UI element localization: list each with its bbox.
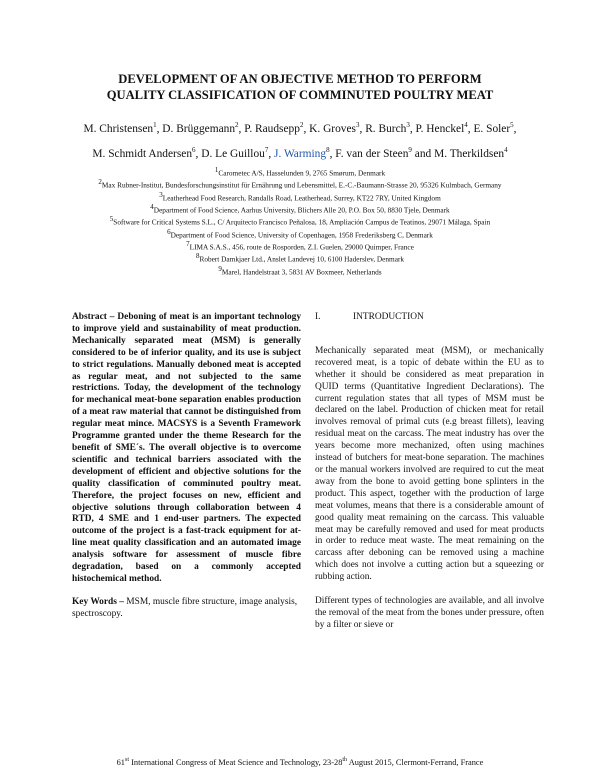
author: E. Soler <box>473 122 511 135</box>
abstract-text: Deboning of meat is an important technology to improve yield and sustainability of meat production. Mechanically separated meat (MSM) is generally considered to be of inferior quality, and its use is subject to strict regulations. Manually deboned meat is accepted as regular meat, and not subjected to the same restrictions. Today, the development of the technology for mechanical meat-bone separation enables production of a meat raw material that cannot be distinguished from regular meat mince. MACSYS is a Seventh Framework Programme granted under the theme Research for the benefit of SME´s. The overall objective is to overcome scientific and technical barriers associated with the development of efficient and objective solutions for the quality classification of comminuted poultry meat. Therefore, the project focuses on new, efficient and objective solutions through collaboration between 4 RTD, 4 SME and 1 end-user partners. The expected outcome of the project is a fast-track equipment for at-line meat quality classification and an automated image analysis software for assessment of muscle fibre degradation, based on a commonly accepted histochemical method. <box>72 312 302 584</box>
footer-ordinal-sup: st <box>124 757 129 763</box>
author: J. Warming <box>274 147 327 160</box>
author: P. Raudsepp <box>244 122 300 135</box>
footer-text-2: August 2015, Clermont-Ferrand, France <box>347 757 484 767</box>
page-footer <box>0 757 600 767</box>
author-line-1: M. Christensen$^1$, D. Brüggemann$^2$, P. Raudsepp$^2$, K. Groves$^3$, R. Burch$^3$, P. Henckel$^4$, E. Soler$^5$, <box>83 121 517 135</box>
author: R. Burch <box>365 122 407 135</box>
section-heading <box>315 312 544 324</box>
author: K. Groves <box>309 122 356 135</box>
author-aff: 2 <box>235 121 239 129</box>
author-aff: 4 <box>464 121 468 129</box>
affiliation: $^2$Max Rubner-Institut, Bundesforschungsinstitut für Ernährung und Lebensmittel, E.-C.-Baumann-Strasse 20, 95326 Kulmbach, Germany <box>98 178 502 190</box>
footer-ordinal: 61 <box>116 757 125 767</box>
author-aff: 3 <box>406 121 410 129</box>
author-aff: 9 <box>408 145 412 154</box>
author-aff: 6 <box>192 145 196 154</box>
paper-title <box>60 71 540 103</box>
abstract <box>72 312 301 586</box>
author-aff: 7 <box>264 145 269 154</box>
section-number: I. <box>315 312 321 322</box>
affiliation: $^1$Carometec A/S, Hasselunden 9, 2765 Smørum, Denmark <box>214 166 386 178</box>
title-line-2: QUALITY CLASSIFICATION OF COMMINUTED POULTRY MEAT <box>106 88 494 102</box>
author: D. Le Guillou <box>201 147 265 160</box>
paragraph: Mechanically separated meat (MSM), or mechanically recovered meat, is a topic of debate within the EU as to whether it should be considered as meat preparation in QUID terms (Quantitative Ingredient Declarations). The current regulation states that all types of MSM must be declared on the label. Production of chicken meat for retail involves removal of primal cuts (e.g breast fillets), leaving residual meat on the carcass. The meat industry has over the years become more mechanized, often using machines instead of butchers for meat-bone separation. The machines or the manual workers involved are required to cut the meat away from the bone to avoid getting bone splinters in the product. This aspect, together with the production of large meat volumes, means that there is a considerable amount of good quality meat remaining on the carcass. This valuable meat may be carefully removed and used for meat products in order to reduce meat waste. The meat remaining on the carcass after deboning can be removed using a machine which does not involve a cutting action but a squeezing or rubbing action. <box>315 345 544 583</box>
right-column <box>315 312 544 644</box>
keywords-label: Key Words – <box>72 596 124 607</box>
affiliation: $^8$Robert Damkjaer Ltd., Anslet Landevej 10, 6100 Haderslev, Denmark <box>195 252 405 264</box>
author: P. Henckel <box>415 122 465 135</box>
author-list <box>55 115 545 165</box>
author-aff: 8 <box>326 145 330 154</box>
affiliation: $^6$Department of Food Science, University of Copenhagen, 1958 Frederiksberg C, Denmark <box>167 227 433 240</box>
abstract-label: Abstract – <box>72 312 115 322</box>
keywords <box>72 597 301 621</box>
affiliation: $^4$Department of Food Science, Aarhus University, Blichers Alle 20, P.O. Box 50, 8830 Tjele, Denmark <box>150 202 450 215</box>
author: M. Christensen <box>83 122 154 135</box>
author: M. Schmidt Andersen <box>92 147 193 160</box>
author-aff: 5 <box>510 121 514 129</box>
footer-text-1: International Congress of Meat Science and Technology, 23-28 <box>129 757 343 767</box>
author-aff: 2 <box>299 121 304 129</box>
authors-and: and <box>414 147 432 160</box>
paragraph: Different types of technologies are available, and all involve the removal of the meat from the bones under pressure, often by a filter or sieve or <box>315 596 544 630</box>
affiliation-list <box>40 166 560 277</box>
left-column <box>72 312 301 621</box>
affiliation: $^7$LIMA S.A.S., 456, route de Rosporden, Z.I. Guelen, 29000 Quimper, France <box>186 239 414 252</box>
author-aff: 3 <box>355 121 360 129</box>
section-title: INTRODUCTION <box>353 312 424 322</box>
author: M. Therkildsen <box>434 147 505 160</box>
keywords-text: MSM, muscle fibre structure, image analysis, spectroscopy. <box>72 596 298 619</box>
title-line-1: DEVELOPMENT OF AN OBJECTIVE METHOD TO PERFORM <box>118 72 482 86</box>
author-aff: 1 <box>153 121 157 129</box>
author: F. van der Steen <box>335 147 409 160</box>
footer-date-sup: th <box>342 757 348 763</box>
author: D. Brüggemann <box>162 122 236 135</box>
affiliation: $^5$Software for Critical Systems S.L., C/ Arquitecto Francisco Peñalosa, 18, Ampliación Campus de Teatinos, 29071 Málaga, Spain <box>109 215 491 227</box>
affiliation: $^3$Leatherhead Food Research, Randalls Road, Leatherhead, Surrey, KT22 7RY, United Kingdom <box>159 190 441 203</box>
author-line-2: M. Schmidt Andersen$^6$, D. Le Guillou$^7$, J. Warming$^8$, F. van der Steen$^9$ and M. Therkildsen$^4$ <box>92 145 508 160</box>
author-aff: 4 <box>504 145 508 154</box>
affiliation: $^9$Marel, Handelstraat 3, 5831 AV Boxmeer, Netherlands <box>218 264 382 277</box>
